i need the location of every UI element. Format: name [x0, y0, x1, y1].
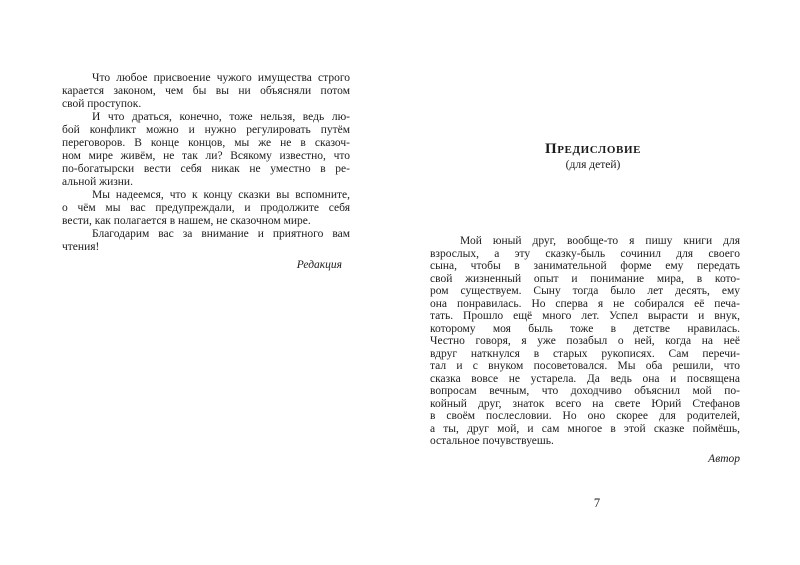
text-line: карается законом, чем бы вы ни объясняли потом [62, 85, 350, 97]
text-line: в своём послесловии. Но оно скорее для родителей, [430, 410, 740, 422]
left-page [62, 72, 350, 272]
text-line: о чём мы вас предупреждали, и продолжите себя [62, 202, 350, 214]
text-line: Что любое присвоение чужого имущества строго [92, 72, 350, 84]
text-line: которому моя быль тоже в детстве нравилась. [430, 322, 740, 335]
left-page-body-text [62, 72, 350, 254]
text-line: сына, чтобы в занимательной форме ему передать [430, 260, 740, 272]
text-line: Честно говоря, я уже позабыл о ней, когда на неё [430, 335, 740, 347]
chapter-subheading: (для детей) [565, 159, 621, 171]
right-page-signature: Автор [708, 452, 740, 465]
text-line: чтения! [62, 241, 100, 253]
paragraph [62, 111, 350, 189]
text-line: взрослых, а эту сказку-быль сочинил для своего [430, 247, 740, 260]
text-line: тал и с внуком посоветовался. Мы оба решили, что [430, 360, 740, 372]
paragraph [62, 189, 350, 228]
right-page-body-text [430, 235, 740, 448]
text-line: бой конфликт можно и нужно регулировать путём [62, 124, 350, 136]
text-line: переговоров. В конце концов, мы же не в сказоч- [62, 137, 350, 149]
text-line: по-богатырски вести себя никак не уместно в ре- [62, 163, 350, 175]
paragraph [430, 235, 740, 448]
text-line: а ты, друг мой, и сам многое в этой сказке поймёшь, [430, 422, 740, 435]
left-page-signature: Редакция [296, 259, 342, 271]
text-line: вдруг наткнулся в старых рукописях. Сам перечи- [430, 347, 740, 360]
page-number: 7 [593, 496, 601, 510]
text-line: Мой юный друг, вообще-то я пишу книги для [460, 235, 740, 247]
text-line: она понравилась. Но сперва я не собирался её печа- [430, 297, 740, 310]
paragraph [62, 72, 350, 111]
text-line: Благодарим вас за внимание и приятного вам [92, 228, 350, 240]
text-line: свой проступок. [62, 98, 142, 110]
text-line: вести, как полагается в нашем, не сказочном мире. [62, 215, 311, 227]
text-line: ном мире живём, не так ли? Всякому известно, что [62, 150, 350, 162]
paragraph [62, 228, 350, 254]
right-page [430, 140, 740, 465]
text-line: Мы надеемся, что к концу сказки вы вспомните, [92, 189, 350, 201]
text-line: альной жизни. [62, 176, 133, 188]
text-line: свой жизненный опыт и понимание мира, в кото- [430, 272, 740, 285]
text-line: вопросам вечным, что доходчиво объяснил мой по- [430, 385, 740, 397]
text-line: сказка вовсе не устарела. Да ведь она и посвящена [430, 372, 740, 385]
chapter-heading: Предисловие [544, 141, 642, 157]
text-line: койный друг, знаток всего на свете Юрий Стефанов [430, 397, 740, 410]
text-line: ром существуем. Сыну тогда было лет десять, ему [430, 285, 740, 297]
text-line: остальное почувствуешь. [430, 435, 554, 447]
text-line: тать. Прошло ещё много лет. Успел вырасти и внук, [430, 310, 740, 322]
text-line: И что драться, конечно, тоже нельзя, ведь лю- [92, 111, 350, 123]
